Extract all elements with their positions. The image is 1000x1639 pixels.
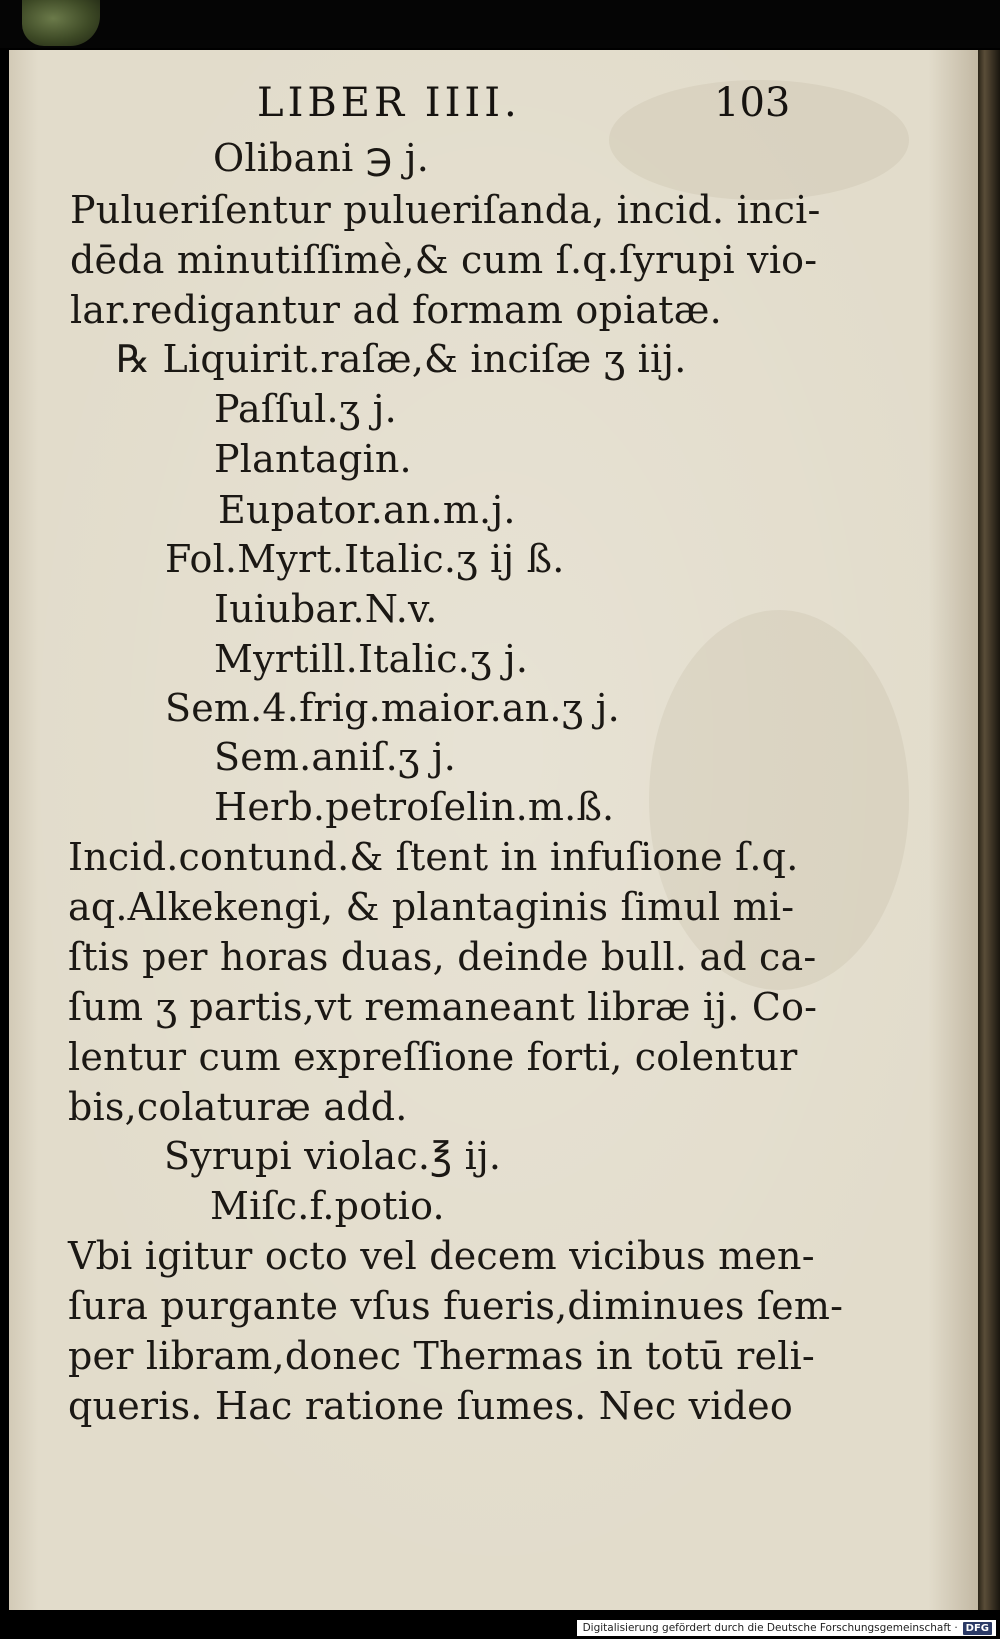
page-stain <box>649 610 909 990</box>
text-line: ℞ Liquirit.raſæ,& inciſæ ʒ iij. <box>116 337 687 381</box>
text-line: Pulueriſentur pulueriſanda, incid. inci- <box>70 188 821 232</box>
text-line: dēda minutiſſimè,& cum ſ.q.ſyrupi vio- <box>70 238 818 282</box>
text-line: Myrtill.Italic.ʒ j. <box>214 637 529 681</box>
bookmark-ribbon <box>22 0 100 46</box>
text-line: per libram,donec Thermas in totū reli- <box>68 1334 815 1378</box>
text-line: Vbi igitur octo vel decem vicibus men- <box>68 1234 815 1278</box>
digitization-footer <box>577 1620 996 1636</box>
running-head: LIBER IIII. <box>257 80 521 126</box>
page-edge <box>978 50 1000 1610</box>
text-line: Iuiubar.N.v. <box>214 587 438 631</box>
text-line: lentur cum expreſſione forti, colentur <box>68 1035 798 1079</box>
text-line: bis,colaturæ add. <box>68 1085 408 1129</box>
text-line: Eupator.an.m.j. <box>218 488 516 532</box>
scan-top-border <box>0 0 1000 48</box>
text-line: Olibani ℈ j. <box>213 136 430 180</box>
text-line: Syrupi violac.℥ ij. <box>164 1134 502 1178</box>
footer-credit: Digitalisierung gefördert durch die Deutsche Forschungsgemeinschaft · <box>582 1622 958 1634</box>
text-line: Fol.Myrt.Italic.ʒ ij ß. <box>165 537 565 581</box>
text-line: lar.redigantur ad formam opiatæ. <box>70 288 722 332</box>
text-line: ſura purgante vſus fueris,diminues ſem- <box>68 1284 844 1328</box>
text-line: aq.Alkekengi, & plantaginis ſimul mi- <box>68 885 795 929</box>
text-line: Plantagin. <box>214 437 412 481</box>
text-line: ſtis per horas duas, deinde bull. ad ca- <box>68 935 817 979</box>
text-line: Sem.aniſ.ʒ j. <box>214 735 457 779</box>
text-line: Herb.petroſelin.m.ß. <box>214 785 615 829</box>
text-line: queris. Hac ratione ſumes. Nec video <box>68 1384 793 1428</box>
text-line: Incid.contund.& ſtent in infuſione ſ.q. <box>68 835 799 879</box>
dfg-logo: DFG <box>963 1622 992 1635</box>
text-line: Miſc.f.potio. <box>210 1184 445 1228</box>
text-line: Paſſul.ʒ j. <box>214 387 397 431</box>
text-line: ſum ʒ partis,vt remaneant libræ ij. Co- <box>68 985 818 1029</box>
text-line: Sem.4.frig.maior.an.ʒ j. <box>165 686 620 730</box>
page-number: 103 <box>714 80 791 126</box>
